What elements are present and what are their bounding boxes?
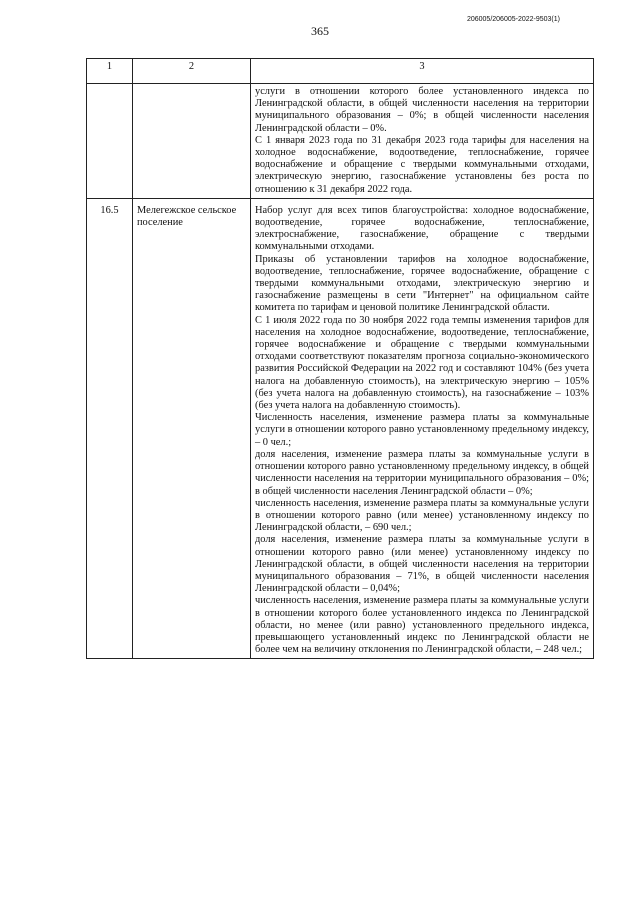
document-id: 206005/206005-2022-9503(1) [466,16,560,23]
paragraph: Численность населения, изменение размера платы за коммунальные услуги в отношении которого равно установленному предельному индексу, – 0 чел.; [255,412,589,448]
page-number: 365 [311,24,329,38]
column-header-3: 3 [251,59,594,84]
description-cell [251,198,594,659]
row-number-cell [87,84,133,199]
tariff-table [86,58,594,659]
table-row-16-5 [87,198,594,659]
description-cell [251,84,594,199]
paragraph: численность населения, изменение размера платы за коммунальные услуги в отношении которого равно (или менее) установленному индексу по Ленинградской области, – 690 чел.; [255,497,589,534]
paragraph: услуги в отношении которого более установленного индекса по Ленинградской области, в общей численности населения на территории муниципального образования – 0%; в общей численности населения Ленинградской области – 0%. [255,86,589,134]
paragraph: С 1 января 2023 года по 31 декабря 2023 года тарифы для населения на холодное водоснабжение, водоотведение, теплоснабжение, горячее водоснабжение и обращение с твердыми коммунальными отходами, электрическую энергию, газоснабжение установлены без роста по отношению к 31 декабря 2022 года. [255,134,589,195]
column-header-2: 2 [133,59,251,84]
settlement-cell: Мелегежское сельское поселение [133,198,251,659]
table-row-continuation [87,84,594,199]
paragraph: Приказы об установлении тарифов на холодное водоснабжение, водоотведение, теплоснабжение, горячее водоснабжение, обращение с твердыми коммунальными отходами, электрическую энергию и газоснабжение размещены в сети "Интернет" на официальном сайте комитета по тарифам и ценовой политике Ленинградской области. [255,253,589,314]
table-header-row [87,59,594,84]
settlement-cell [133,84,251,199]
column-header-1: 1 [87,59,133,84]
paragraph: доля населения, изменение размера платы за коммунальные услуги в отношении которого равно установленному предельному индексу, в общей численности населения на территории муниципального образования – 0%; в общей численности населения Ленинградской области – 0%; [255,448,589,497]
paragraph: Набор услуг для всех типов благоустройства: холодное водоснабжение, водоотведение, горячее водоснабжение, теплоснабжение, электроснабжение, газоснабжение, обращение с твердыми коммунальными отходами. [255,204,589,253]
paragraph: численность населения, изменение размера платы за коммунальные услуги в отношении которого более установленного индекса по Ленинградской области, но менее (или равно) установленного предельного индекса, превышающего установленный индекс по Ленинградской области не более чем на величину отклонения по Ленинградской области, – 248 чел.; [255,595,589,656]
row-number-cell: 16.5 [87,198,133,659]
paragraph: С 1 июля 2022 года по 30 ноября 2022 года темпы изменения тарифов для населения на холодное водоснабжение, водоотведение, теплоснабжение, горячее водоснабжение и обращение с твердыми коммунальными отходами соответствуют показателям прогноза социально-экономического развития Российской Федерации на 2022 год и составляют 104% (без учета налога на добавленную стоимость), на электрическую энергию – 105% (без учета налога на добавленную стоимость), на газоснабжение – 103% (без учета налога на добавленную стоимость). [255,314,589,412]
paragraph: доля населения, изменение размера платы за коммунальные услуги в отношении которого равно (или менее) установленному индексу по Ленинградской области, в общей численности населения на территории муниципального образования – 71%, в общей численности населения Ленинградской области – 0,04%; [255,534,589,595]
